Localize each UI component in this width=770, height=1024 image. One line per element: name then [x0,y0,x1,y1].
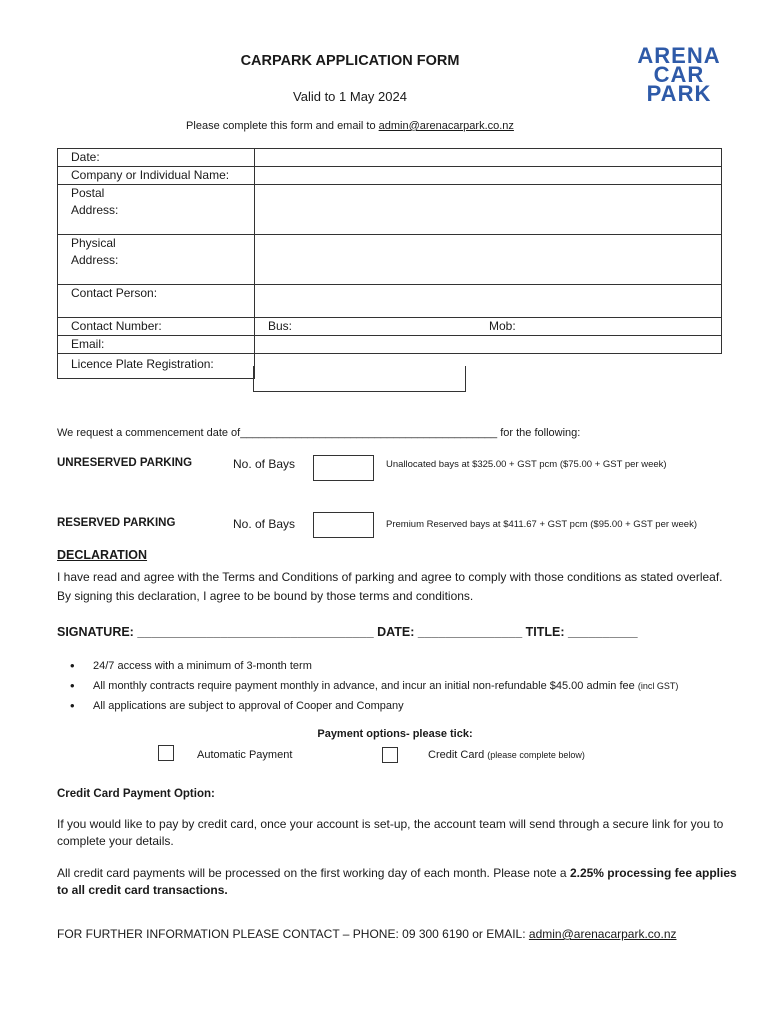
credit-card-text-2-prefix: All credit card payments will be processed on the first working day of each month. Please note a [57,866,570,880]
payment-options-heading: Payment options- please tick: [317,728,473,740]
instruction-text [0,120,700,132]
company-field[interactable] [255,167,722,185]
unreserved-bays-input[interactable] [313,455,374,481]
contact-info [57,927,677,941]
company-label: Company or Individual Name: [58,167,255,185]
credit-card-text-1: If you would like to pay by credit card, once your account is set-up, the account team will send through a secure link for you to complete your details. [57,817,724,848]
postal-address-label [58,185,255,235]
arena-car-park-logo [624,43,734,106]
terms-list [57,656,678,716]
mob-label: Mob: [489,319,516,333]
physical-address-label [58,235,255,285]
term-3: All applications are subject to approval of Cooper and Company [93,700,404,712]
list-item [57,676,678,696]
automatic-payment-label: Automatic Payment [197,749,293,761]
bus-label: Bus: [268,319,293,333]
contact-person-label: Contact Person: [58,285,255,318]
unreserved-parking-title: UNRESERVED PARKING [57,457,193,469]
instruction-prefix: Please complete this form and email to [186,120,379,132]
physical-label-line1: Physical [71,236,116,250]
valid-date: Valid to 1 May 2024 [293,89,407,104]
instruction-email-link[interactable]: admin@arenacarpark.co.nz [378,120,514,132]
date-label: Date: [58,149,255,167]
credit-card-label-text: Credit Card [428,749,488,761]
contact-number-label: Contact Number: [58,318,255,336]
term-1: 24/7 access with a minimum of 3-month term [93,660,312,672]
credit-card-text-2 [57,865,747,899]
licence-plate-label: Licence Plate Registration: [58,354,255,379]
form-title: CARPARK APPLICATION FORM [240,53,460,69]
declaration-heading: DECLARATION [57,548,148,562]
postal-label-line1: Postal [71,186,105,200]
licence-plate-field[interactable] [253,366,466,392]
credit-card-checkbox[interactable] [382,747,398,763]
reserved-bays-label: No. of Bays [233,517,296,531]
email-field[interactable] [255,336,722,354]
term-2: All monthly contracts require payment monthly in advance, and incur an initial non-refundable $45.00 admin fee [93,680,638,692]
reserved-parking-title: RESERVED PARKING [57,517,176,529]
postal-label-line2: Address: [71,203,119,217]
credit-card-label-note: (please complete below) [487,750,585,760]
processing-fee-notice: 2.25% processing fee applies to all credit card transactions. [57,866,737,897]
list-item [57,656,678,676]
declaration-text: I have read and agree with the Terms and Conditions of parking and agree to comply with those conditions as stated overleaf. By signing this declaration, I agree to be bound by those terms and conditions. [57,570,723,603]
email-label: Email: [58,336,255,354]
reserved-price-note: Premium Reserved bays at $411.67 + GST pcm ($95.00 + GST per week) [386,519,698,530]
contact-prefix: FOR FURTHER INFORMATION PLEASE CONTACT – PHONE: 09 300 6190 or EMAIL: [57,927,529,941]
list-item [57,696,678,716]
date-field[interactable] [255,149,722,167]
contact-number-field[interactable] [255,318,722,336]
credit-card-heading: Credit Card Payment Option: [57,788,215,800]
logo-line-3: PARK [646,81,712,106]
postal-address-field[interactable] [255,185,722,235]
unreserved-price-note: Unallocated bays at $325.00 + GST pcm ($75.00 + GST per week) [386,459,667,470]
physical-label-line2: Address: [71,253,119,267]
applicant-details-table [57,148,722,379]
term-2-small: (incl GST) [637,681,679,691]
physical-address-field[interactable] [255,235,722,285]
unreserved-bays-label: No. of Bays [233,457,296,471]
logo-line-2: CAR [653,62,705,87]
automatic-payment-checkbox[interactable] [158,745,174,761]
signature-line[interactable]: SIGNATURE: __________________________________ DATE: _______________ TITLE: __________ [57,625,638,639]
contact-person-field[interactable] [255,285,722,318]
logo-line-1: ARENA [637,43,721,68]
contact-email-link[interactable]: admin@arenacarpark.co.nz [528,927,677,941]
reserved-bays-input[interactable] [313,512,374,538]
credit-card-label [428,749,585,761]
commencement-date-line[interactable]: We request a commencement date of__________________________________________ for the following: [57,427,581,439]
